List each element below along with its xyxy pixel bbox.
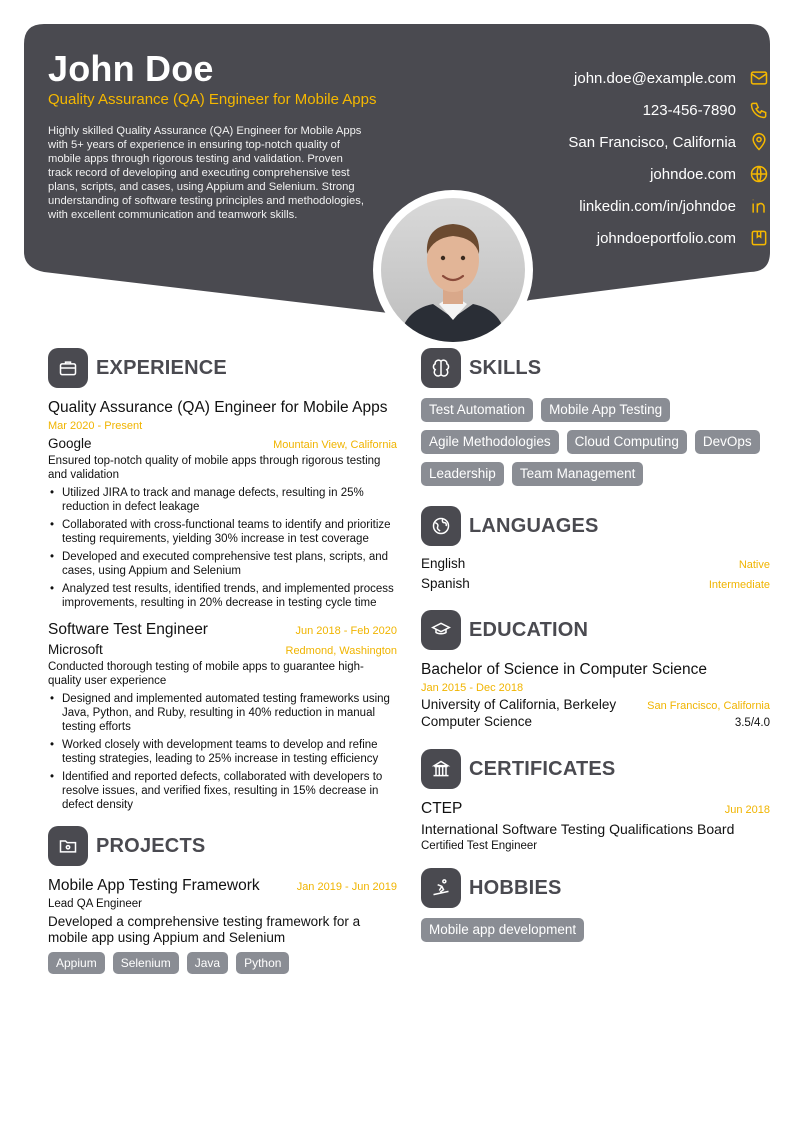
experience-header <box>48 348 397 388</box>
skill-tag: Cloud Computing <box>567 430 687 454</box>
job-dates: Jun 2018 - Feb 2020 <box>295 625 397 637</box>
phone-icon <box>748 99 770 121</box>
language-globe-icon <box>421 506 461 546</box>
summary-text: Highly skilled Quality Assurance (QA) Engineer for Mobile Apps with 5+ years of experience in ensuring top-notch quality of mobile apps through rigorous testing and validation. Proven track record of developing and executing comprehensive test plans, scripts, and cases, using Appium and Selenium. Strong understanding of software testing principles and methodologies, with excellent communication and teamwork skills. <box>48 125 364 221</box>
project-role: Lead QA Engineer <box>48 898 142 910</box>
language-name: English <box>421 556 466 571</box>
contact-website[interactable] <box>440 158 770 190</box>
skills-header <box>421 348 770 388</box>
certificate-detail: Certified Test Engineer <box>421 840 538 852</box>
briefcase-icon <box>48 348 88 388</box>
folder-icon <box>48 826 88 866</box>
bullet-item: • Worked closely with development teams to develop and refine testing strategies, leading to 25% increase in testing efficiency <box>48 738 397 766</box>
certificate-date: Jun 2018 <box>724 804 770 816</box>
job-title: Quality Assurance (QA) Engineer for Mobile Apps <box>48 399 388 416</box>
portfolio-text[interactable]: johndoeportfolio.com <box>596 229 736 247</box>
education-school: University of California, Berkeley <box>421 697 617 712</box>
candidate-title: Quality Assurance (QA) Engineer for Mobile Apps <box>48 91 377 108</box>
brain-icon <box>421 348 461 388</box>
skills-title: SKILLS <box>469 356 542 379</box>
certificates-title: CERTIFICATES <box>469 757 616 780</box>
education-header <box>421 610 770 650</box>
hobbies-tags <box>421 918 770 942</box>
linkedin-icon <box>748 195 770 217</box>
skill-tag: Agile Methodologies <box>421 430 559 454</box>
hobbies-header <box>421 868 770 908</box>
skill-tag: Team Management <box>512 462 644 486</box>
job-location: Redmond, Washington <box>285 645 397 657</box>
language-row <box>421 576 770 596</box>
job-dates: Mar 2020 - Present <box>48 420 143 432</box>
hobbies-title: HOBBIES <box>469 876 562 899</box>
project-description: Developed a comprehensive testing framework for a mobile app using Appium and Selenium <box>48 914 361 945</box>
projects-header <box>48 826 397 866</box>
job-entry <box>48 620 397 812</box>
language-name: Spanish <box>421 576 470 591</box>
mail-icon <box>748 67 770 89</box>
graduation-cap-icon <box>421 610 461 650</box>
profile-photo <box>381 198 525 342</box>
project-tag: Selenium <box>113 952 179 974</box>
email-text[interactable]: john.doe@example.com <box>574 69 736 87</box>
skill-tag: Test Automation <box>421 398 533 422</box>
projects-title: PROJECTS <box>96 834 206 857</box>
skill-tag: Leadership <box>421 462 504 486</box>
linkedin-text[interactable]: linkedin.com/in/johndoe <box>579 197 736 215</box>
language-level: Intermediate <box>708 579 770 591</box>
bullet-item: • Collaborated with cross-functional teams to identify and prioritize testing requirements, yielding 30% increase in test coverage <box>48 518 397 546</box>
education-field: Computer Science <box>421 714 533 729</box>
institution-icon <box>421 749 461 789</box>
job-company: Google <box>48 436 92 451</box>
experience-title: EXPERIENCE <box>96 356 227 379</box>
languages-title: LANGUAGES <box>469 514 599 537</box>
education-degree: Bachelor of Science in Computer Science <box>421 661 708 678</box>
bullet-item: • Identified and reported defects, collaborated with developers to resolve issues, and verified fixes, resulting in 15% decrease in defect density <box>48 770 397 812</box>
job-location: Mountain View, California <box>273 439 397 451</box>
certificates-header <box>421 749 770 789</box>
candidate-name: John Doe <box>48 48 214 89</box>
globe-icon <box>748 163 770 185</box>
project-tag: Appium <box>48 952 105 974</box>
job-title: Software Test Engineer <box>48 621 208 638</box>
education-dates: Jan 2015 - Dec 2018 <box>421 682 524 694</box>
job-entry <box>48 398 397 610</box>
bullet-item: • Developed and executed comprehensive test plans, scripts, and cases, using Appium and Selenium <box>48 550 397 578</box>
skill-tag: Mobile App Testing <box>541 398 670 422</box>
skills-tags <box>421 398 770 486</box>
left-column <box>48 348 397 984</box>
project-title: Mobile App Testing Framework <box>48 877 260 894</box>
bullet-item: • Utilized JIRA to track and manage defects, resulting in 25% reduction in defect leakage <box>48 486 397 514</box>
portfolio-icon <box>748 227 770 249</box>
phone-text[interactable]: 123-456-7890 <box>642 101 736 119</box>
location-pin-icon <box>748 131 770 153</box>
project-tag: Python <box>236 952 289 974</box>
project-entry <box>48 876 397 974</box>
education-title: EDUCATION <box>469 618 589 641</box>
skill-tag: DevOps <box>695 430 760 454</box>
project-tags <box>48 952 397 974</box>
job-bullets <box>48 692 397 812</box>
certificate-issuer: International Software Testing Qualifications Board <box>421 821 735 837</box>
education-location: San Francisco, California <box>647 700 770 712</box>
skiing-icon <box>421 868 461 908</box>
contact-location <box>440 126 770 158</box>
job-description: Conducted thorough testing of mobile apps to guarantee high-quality user experience <box>48 661 364 687</box>
bullet-item: • Analyzed test results, identified trends, and implemented process improvements, resulting in 20% decrease in testing cycle time <box>48 582 397 610</box>
contact-email[interactable] <box>440 62 770 94</box>
website-text[interactable]: johndoe.com <box>650 165 736 183</box>
education-gpa: 3.5/4.0 <box>734 717 770 729</box>
job-company: Microsoft <box>48 642 103 657</box>
certificate-name: CTEP <box>421 800 463 817</box>
job-bullets <box>48 486 397 610</box>
location-text: San Francisco, California <box>568 133 736 151</box>
job-description: Ensured top-notch quality of mobile apps through rigorous testing and validation <box>48 455 381 481</box>
language-level: Native <box>738 559 770 571</box>
hobby-tag: Mobile app development <box>421 918 584 942</box>
languages-header <box>421 506 770 546</box>
bullet-item: • Designed and implemented automated testing frameworks using Java, Python, and Ruby, resulting in 40% reduction in manual testing efforts <box>48 692 397 734</box>
contact-phone[interactable] <box>440 94 770 126</box>
project-dates: Jan 2019 - Jun 2019 <box>296 881 397 893</box>
project-tag: Java <box>187 952 228 974</box>
right-column <box>421 348 770 942</box>
language-row <box>421 556 770 576</box>
